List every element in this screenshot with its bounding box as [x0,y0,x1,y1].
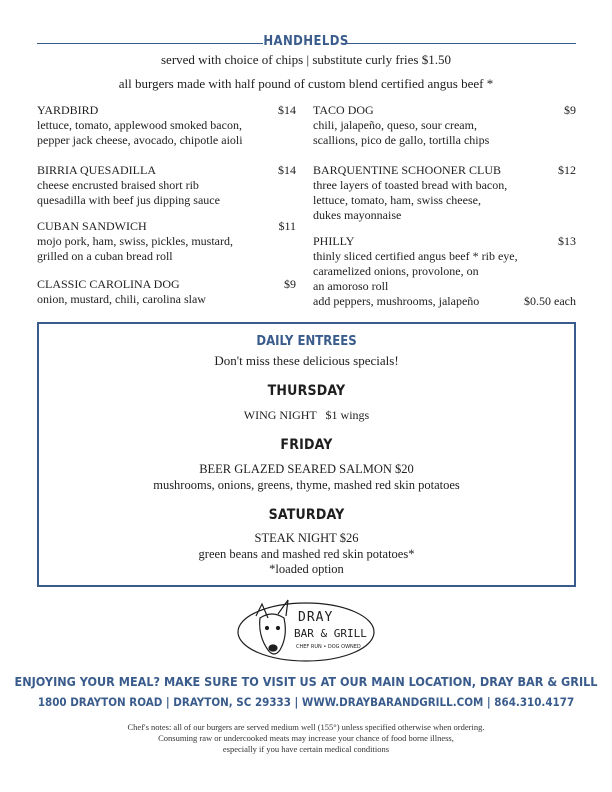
menu-item-yardbird [37,103,277,148]
menu-item-carolina-dog [37,277,277,307]
chef-note-1: Chef's notes: all of our burgers are served medium well (155°) unless specified otherwise when ordering. [127,722,485,732]
chef-note-3: especially if you have certain medical conditions [222,744,390,754]
item-desc: quesadilla with beef jus dipping sauce [37,193,220,207]
logo-bar-grill: BAR & GRILL [294,627,367,640]
item-desc: lettuce, tomato, ham, swiss cheese, [313,193,481,207]
chef-note-2: Consuming raw or undercooked meats may increase your chance of food borne illness, [158,733,454,743]
item-name: YARDBIRD [37,103,99,117]
section-title: HANDHELDS [263,34,349,49]
addon-price: $0.50 each [524,294,576,308]
item-name: CUBAN SANDWICH [37,219,147,233]
item-desc: mojo pork, ham, swiss, pickles, mustard, [37,234,233,248]
logo-dray: DRAY [298,610,334,625]
special-saturday: STEAK NIGHT $26 [254,531,359,545]
item-name: CLASSIC CAROLINA DOG [37,277,180,291]
item-price: $9 [284,277,296,291]
item-desc: chili, jalapeño, queso, sour cream, [313,118,477,132]
special-saturday-desc: green beans and mashed red skin potatoes* [198,547,415,561]
daily-entrees-intro: Don't miss these delicious specials! [214,353,399,368]
item-name: TACO DOG [313,103,374,117]
special-saturday-note: *loaded option [269,562,344,576]
footer-address-line: 1800 DRAYTON ROAD | DRAYTON, SC 29333 | WWW.DRAYBARANDGRILL.COM | 864.310.4177 [37,695,575,709]
item-desc: cheese encrusted braised short rib [37,178,199,192]
item-price: $13 [558,234,576,248]
item-price: $14 [278,103,296,117]
item-name: BARQUENTINE SCHOONER CLUB [313,163,502,177]
menu-item-cuban [37,219,277,264]
item-price: $9 [564,103,576,117]
logo-tagline: CHEF RUN • DOG OWNED [296,644,361,650]
item-desc: caramelized onions, provolone, on [313,264,479,278]
dog-head-icon [256,600,288,654]
footer-visit-line: ENJOYING YOUR MEAL? MAKE SURE TO VISIT US AT OUR MAIN LOCATION, DRAY BAR & GRILL [14,674,598,689]
menu-item-birria [37,163,277,208]
item-desc: pepper jack cheese, avocado, chipotle aioli [37,133,243,147]
special-friday: BEER GLAZED SEARED SALMON $20 [199,462,414,476]
item-desc: lettuce, tomato, applewood smoked bacon, [37,118,242,132]
day-title-saturday: SATURDAY [268,507,345,523]
special-friday-desc: mushrooms, onions, greens, thyme, mashed red skin potatoes [153,478,460,492]
item-price: $11 [278,219,296,233]
item-desc: dukes mayonnaise [313,208,402,222]
item-addon: add peppers, mushrooms, jalapeño [313,294,480,308]
item-name: PHILLY [313,234,355,248]
menu-item-taco-dog [313,103,558,148]
daily-entrees-title: DAILY ENTREES [256,334,357,349]
item-name: BIRRIA QUESADILLA [37,163,156,177]
item-desc: onion, mustard, chili, carolina slaw [37,292,206,306]
menu-item-schooner-club [313,163,558,223]
item-desc: thinly sliced certified angus beef * rib eye, [313,249,518,263]
day-title-friday: FRIDAY [280,437,333,453]
special-thursday: WING NIGHT $1 wings [243,408,370,422]
item-desc: three layers of toasted bread with bacon, [313,178,508,192]
item-price: $14 [278,163,296,177]
subtitle-burgers: all burgers made with half pound of custom blend certified angus beef * [118,76,494,91]
item-desc: scallions, pico de gallo, tortilla chips [313,133,490,147]
item-price: $12 [558,163,576,177]
subtitle-chips: served with choice of chips | substitute curly fries $1.50 [161,52,451,67]
day-title-thursday: THURSDAY [267,383,346,399]
dray-logo [236,596,376,664]
item-desc: grilled on a cuban bread roll [37,249,173,263]
item-desc: an amoroso roll [313,279,389,293]
